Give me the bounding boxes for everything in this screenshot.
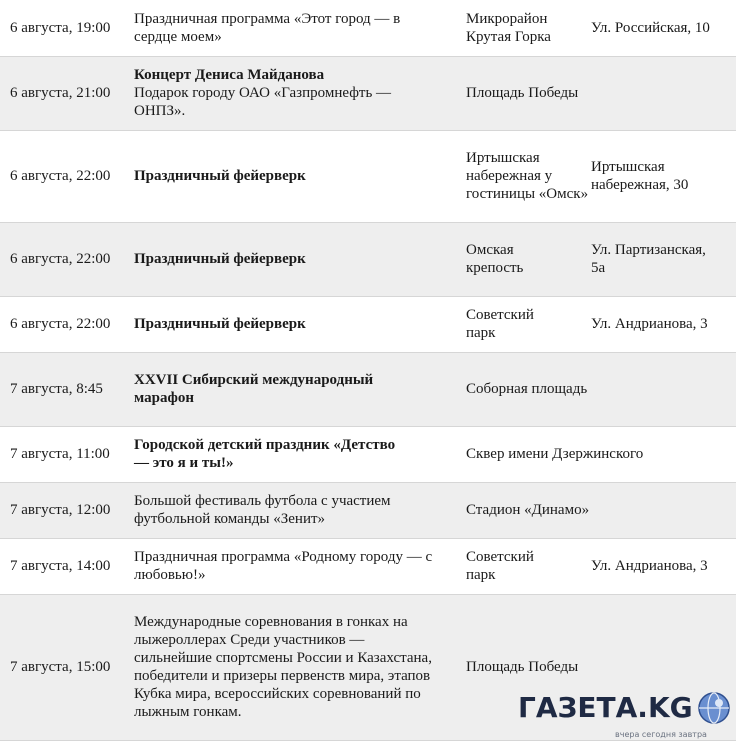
event-place-text: Советский парк <box>466 549 534 583</box>
event-cell <box>134 0 466 56</box>
event-cell <box>134 296 466 352</box>
event-address <box>591 222 736 296</box>
event-description: Большой фестиваль футбола с участием футбольной команды «Зенит» <box>134 493 391 527</box>
table-row <box>0 222 736 296</box>
event-datetime: 6 августа, 22:00 <box>10 316 111 332</box>
event-datetime: 6 августа, 21:00 <box>10 85 111 101</box>
event-place <box>466 538 591 594</box>
event-address-text: Ул. Андрианова, 3 <box>591 316 708 332</box>
event-address: Иртышская набережная, 30 <box>591 159 689 193</box>
event-cell <box>134 130 466 222</box>
event-place: Микрорайон Крутая Горка <box>466 10 551 45</box>
event-title: XXVII Сибирский международный марафон <box>134 372 374 406</box>
event-datetime: 7 августа, 11:00 <box>10 446 110 462</box>
event-address <box>591 538 736 594</box>
event-cell <box>134 594 466 740</box>
event-address <box>591 296 736 352</box>
event-place <box>466 296 591 352</box>
event-datetime: 7 августа, 12:00 <box>10 502 111 518</box>
event-place-text: Омская крепость <box>466 242 524 276</box>
event-place: Сквер имени Дзержинского <box>466 446 644 462</box>
event-description: Праздничная программа «Родному городу — с любовью!» <box>134 549 433 583</box>
event-place: Стадион «Динамо» <box>466 502 590 518</box>
event-datetime: 6 августа, 22:00 <box>10 251 111 267</box>
event-place <box>466 222 591 296</box>
table-row <box>0 538 736 594</box>
event-cell <box>134 352 466 426</box>
event-title: Праздничный фейерверк <box>134 251 306 267</box>
event-description: Праздничная программа «Этот город — в сердце моем» <box>134 10 401 45</box>
event-datetime: 7 августа, 8:45 <box>10 381 103 397</box>
event-place: Соборная площадь <box>466 381 588 397</box>
event-place: Площадь Победы <box>466 85 579 101</box>
event-address-text: Ул. Партизанская, 5а <box>591 242 706 276</box>
event-cell <box>134 538 466 594</box>
watermark-tagline: вчера сегодня завтра <box>615 730 707 739</box>
event-cell <box>134 482 466 538</box>
event-description: Подарок городу ОАО «Газпромнефть — ОНПЗ». <box>134 85 392 119</box>
event-datetime: 7 августа, 15:00 <box>10 659 111 675</box>
event-description: Международные соревнования в гонках на лыжероллерах Среди участников — сильнейшие спортсмены России и Казахстана, победители и призеры первенств мира, этапов Кубка мира, всероссийских соревнований по лыжным гонкам. <box>134 614 432 720</box>
table-row <box>0 130 736 222</box>
event-place: Площадь Победы <box>466 659 579 675</box>
event-title: Праздничный фейерверк <box>134 316 306 332</box>
event-datetime: 6 августа, 22:00 <box>10 168 111 184</box>
table-row <box>0 0 736 56</box>
watermark-logo <box>518 690 731 726</box>
event-place: Иртышская набережная у гостиницы «Омск» <box>466 150 589 202</box>
table-row <box>0 56 736 130</box>
globe-icon <box>697 691 731 725</box>
event-title: Городской детский праздник «Детство — это я и ты!» <box>134 437 396 471</box>
event-cell <box>134 56 466 130</box>
watermark-logo-text: ГАЗЕТА.KG <box>518 691 693 724</box>
event-datetime: 7 августа, 14:00 <box>10 558 111 574</box>
event-cell <box>134 426 466 482</box>
table-row <box>0 352 736 426</box>
event-cell <box>134 222 466 296</box>
table-row <box>0 296 736 352</box>
event-place-text: Советский парк <box>466 307 534 341</box>
event-title: Праздничный фейерверк <box>134 168 306 184</box>
event-address: Ул. Российская, 10 <box>591 19 710 36</box>
event-address-text: Ул. Андрианова, 3 <box>591 558 708 574</box>
event-datetime: 6 августа, 19:00 <box>10 19 111 36</box>
table-row <box>0 482 736 538</box>
table-row <box>0 426 736 482</box>
event-title: Концерт Дениса Майданова <box>134 67 325 83</box>
